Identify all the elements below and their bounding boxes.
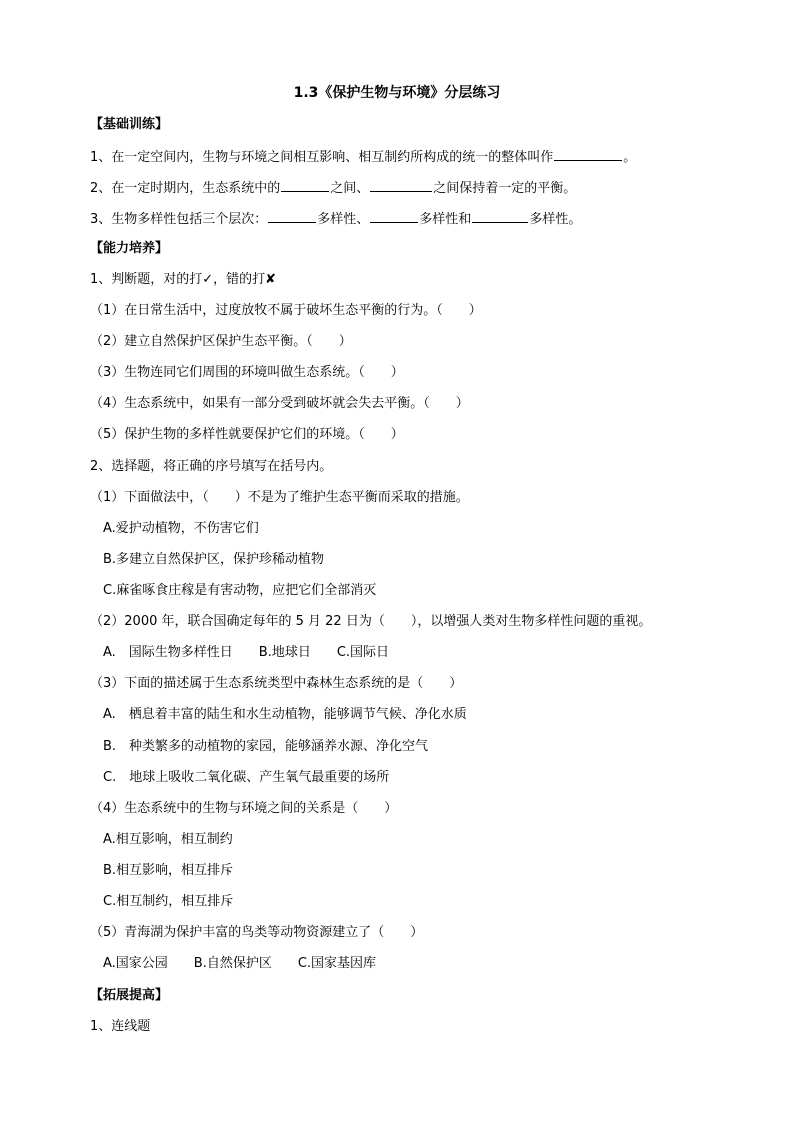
section-ability-heading: 【能力培养】 <box>90 241 169 256</box>
basic-q3-text-a: 3、生物多样性包括三个层次： <box>90 212 268 227</box>
basic-q1-end: 。 <box>623 150 637 165</box>
basic-q3-text-d: 多样性。 <box>529 212 582 227</box>
choice-question-2: （2）2000 年，联合国确定每年的 5 月 22 日为（ ），以增强人类对生物多样性问题的重视。 <box>90 614 652 629</box>
extend-question-1: 1、连线题 <box>90 1019 151 1034</box>
answer-blank[interactable] <box>370 209 418 223</box>
section-extend-heading: 【拓展提高】 <box>90 988 169 1003</box>
page-title: 1.3《保护生物与环境》分层练习 <box>293 85 501 101</box>
judge-item-3: （3）生物连同它们周围的环境叫做生态系统。（ ） <box>90 365 404 380</box>
basic-question-1 <box>90 147 636 167</box>
choice-4-option-c: C.相互制约，相互排斥 <box>103 894 234 909</box>
answer-blank[interactable] <box>281 178 329 192</box>
judge-item-5: （5）保护生物的多样性就要保护它们的环境。（ ） <box>90 427 404 442</box>
choice-4-option-b: B.相互影响，相互排斥 <box>103 863 234 878</box>
choice-question-4: （4）生态系统中的生物与环境之间的关系是（ ） <box>90 801 398 816</box>
section-basic-heading: 【基础训练】 <box>90 117 169 132</box>
basic-q2-text-a: 2、在一定时期内，生态系统中的 <box>90 181 281 196</box>
choice-3-option-c: C. 地球上吸收二氧化碳、产生氧气最重要的场所 <box>103 770 390 785</box>
choice-title: 2、选择题，将正确的序号填写在括号内。 <box>90 459 333 474</box>
basic-q3-text-c: 多样性和 <box>419 212 472 227</box>
choice-question-5: （5）青海湖为保护丰富的鸟类等动物资源建立了（ ） <box>90 925 424 940</box>
judge-item-2: （2）建立自然保护区保护生态平衡。（ ） <box>90 334 352 349</box>
basic-q3-text-b: 多样性、 <box>317 212 370 227</box>
judge-item-1: （1）在日常生活中，过度放牧不属于破坏生态平衡的行为。（ ） <box>90 303 482 318</box>
basic-q2-text-c: 之间保持着一定的平衡。 <box>433 181 577 196</box>
choice-1-option-a: A.爱护动植物，不伤害它们 <box>103 521 259 536</box>
choice-question-1: （1）下面做法中，（ ）不是为了维护生态平衡而采取的措施。 <box>90 490 469 505</box>
basic-q1-text: 1、在一定空间内，生物与环境之间相互影响、相互制约所构成的统一的整体叫作 <box>90 150 554 165</box>
choice-3-option-b: B. 种类繁多的动植物的家园，能够涵养水源、净化空气 <box>103 739 429 754</box>
choice-4-option-a: A.相互影响，相互制约 <box>103 832 233 847</box>
choice-5-options: A.国家公园 B.自然保护区 C.国家基因库 <box>103 956 377 971</box>
choice-2-options: A. 国际生物多样性日 B.地球日 C.国际日 <box>103 645 390 660</box>
answer-blank[interactable] <box>554 147 622 161</box>
answer-blank[interactable] <box>268 209 316 223</box>
choice-1-option-c: C.麻雀啄食庄稼是有害动物，应把它们全部消灭 <box>103 583 377 598</box>
choice-3-option-a: A. 栖息着丰富的陆生和水生动植物，能够调节气候、净化水质 <box>103 707 467 722</box>
answer-blank[interactable] <box>472 209 528 223</box>
choice-1-option-b: B.多建立自然保护区，保护珍稀动植物 <box>103 552 325 567</box>
judge-title: 1、判断题，对的打✓，错的打✘ <box>90 272 277 287</box>
answer-blank[interactable] <box>370 178 432 192</box>
judge-item-4: （4）生态系统中，如果有一部分受到破坏就会失去平衡。（ ） <box>90 396 469 411</box>
basic-question-2 <box>90 178 576 198</box>
basic-question-3 <box>90 209 581 229</box>
basic-q2-text-b: 之间、 <box>330 181 370 196</box>
choice-question-3: （3）下面的描述属于生态系统类型中森林生态系统的是（ ） <box>90 676 463 691</box>
